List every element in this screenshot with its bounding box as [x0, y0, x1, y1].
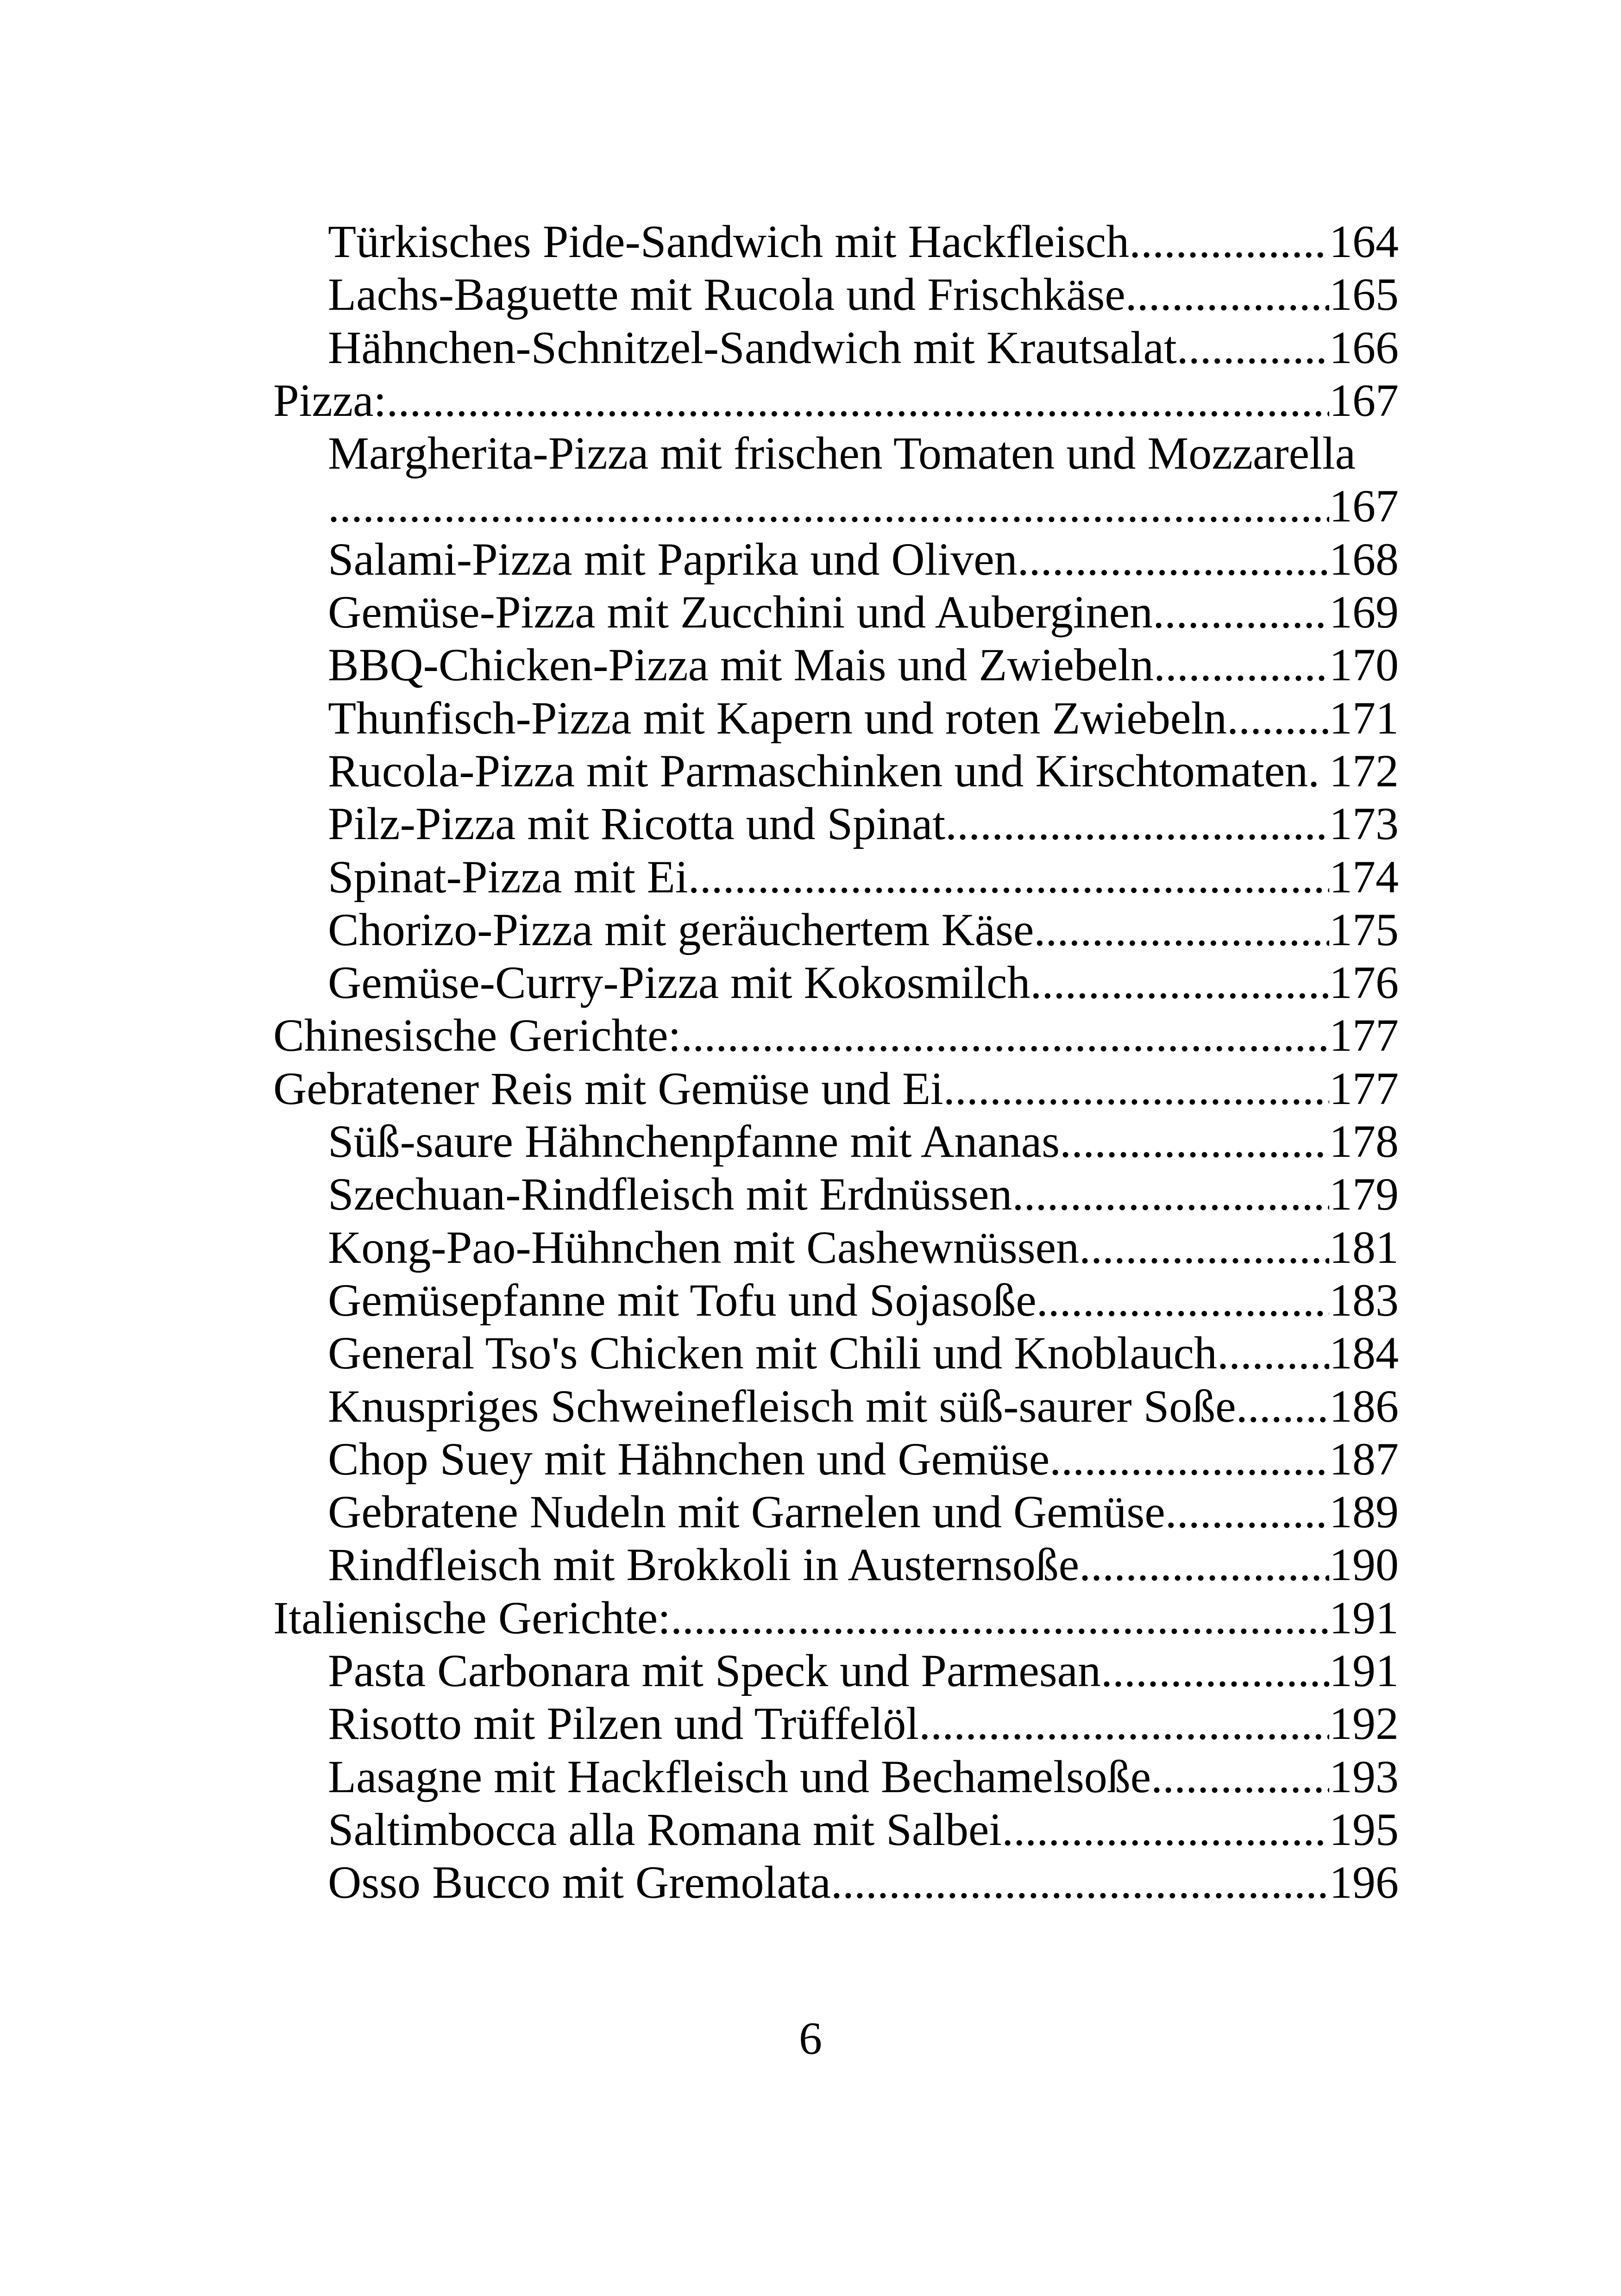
- toc-entry-title: Süß-saure Hähnchenpfanne mit Ananas: [328, 1116, 1060, 1167]
- toc-entry-page: 177: [1329, 1062, 1399, 1114]
- dot-leader: [943, 1062, 1329, 1115]
- dot-leader: [831, 1856, 1329, 1909]
- dot-leader: [1236, 1380, 1329, 1433]
- dot-leader: [1079, 1221, 1329, 1274]
- toc-entry[interactable]: [273, 1538, 1399, 1591]
- toc-entry-title: Gemüse-Curry-Pizza mit Kokosmilch: [328, 957, 1030, 1009]
- toc-entry-page: 186: [1329, 1380, 1399, 1432]
- toc-entry[interactable]: [273, 215, 1399, 268]
- toc-entry-page: 172: [1329, 745, 1399, 797]
- toc-entry[interactable]: [273, 745, 1399, 797]
- dot-leader: [1101, 1644, 1329, 1697]
- toc-entry[interactable]: [273, 1486, 1399, 1538]
- toc-entry-page: 176: [1329, 957, 1399, 1009]
- toc-entry-title: Rindfleisch mit Brokkoli in Austernsoße: [328, 1539, 1080, 1591]
- toc-entry-page: 167: [1329, 480, 1399, 532]
- toc-entry-title: Risotto mit Pilzen und Trüffelöl: [328, 1698, 919, 1750]
- toc-entry-page: 190: [1329, 1539, 1399, 1591]
- toc-entry[interactable]: [273, 903, 1399, 956]
- toc-entry-title: Hähnchen-Schnitzel-Sandwich mit Krautsalat: [328, 321, 1177, 373]
- toc-entry-page: 165: [1329, 269, 1399, 320]
- toc-entry-page: 193: [1329, 1750, 1399, 1802]
- toc-entry[interactable]: [273, 797, 1399, 850]
- toc-entry-title: Szechuan-Rindfleisch mit Erdnüssen: [328, 1168, 1012, 1220]
- toc-entry-title: Türkisches Pide-Sandwich mit Hackfleisch: [328, 216, 1130, 267]
- toc-entry[interactable]: [273, 586, 1399, 639]
- toc-entry-page: 178: [1329, 1116, 1399, 1167]
- dot-leader: [1012, 1168, 1329, 1221]
- toc-entry-page: 164: [1329, 216, 1399, 267]
- toc-entry-title: BBQ-Chicken-Pizza mit Mais und Zwiebeln: [328, 639, 1154, 691]
- toc-entry[interactable]: [273, 1168, 1399, 1221]
- toc-entry-title: Pilz-Pizza mit Ricotta und Spinat: [328, 798, 946, 850]
- toc-entry[interactable]: [273, 480, 1399, 533]
- toc-entry-page: 181: [1329, 1221, 1399, 1273]
- dot-leader: [1153, 586, 1329, 639]
- toc-entry[interactable]: [273, 374, 1399, 427]
- toc-entry[interactable]: [273, 1433, 1399, 1486]
- toc-entry-page: 196: [1329, 1857, 1399, 1908]
- dot-leader: [386, 374, 1329, 427]
- toc-entry-title: Knuspriges Schweinefleisch mit süß-saurer Soße: [328, 1380, 1236, 1432]
- toc-entry[interactable]: [273, 1592, 1399, 1644]
- dot-leader: [1177, 321, 1329, 374]
- dot-leader: [328, 480, 1329, 533]
- toc-entry-page: 187: [1329, 1433, 1399, 1485]
- dot-leader: [1037, 1274, 1329, 1327]
- dot-leader: [681, 1009, 1329, 1062]
- toc-entry[interactable]: [273, 1115, 1399, 1168]
- dot-leader: [1125, 268, 1329, 321]
- dot-leader: [1154, 639, 1329, 691]
- toc-entry-page: 179: [1329, 1168, 1399, 1220]
- dot-leader: [688, 851, 1329, 903]
- toc-entry-title: Chinesische Gerichte:: [273, 1010, 681, 1061]
- dot-leader: [1217, 1327, 1329, 1380]
- toc-entry-title: Pasta Carbonara mit Speck und Parmesan: [328, 1645, 1101, 1697]
- dot-leader: [1079, 1538, 1329, 1591]
- toc-entry[interactable]: [273, 321, 1399, 374]
- toc-entry-title: General Tso's Chicken mit Chili und Knoblauch: [328, 1327, 1218, 1379]
- toc-entry[interactable]: [273, 1274, 1399, 1327]
- toc-entry-title: Gebratener Reis mit Gemüse und Ei: [273, 1062, 943, 1114]
- toc-entry-title: Saltimbocca alla Romana mit Salbei: [328, 1803, 1002, 1855]
- dot-leader: [1151, 1750, 1329, 1803]
- toc-entry[interactable]: [273, 268, 1399, 321]
- toc-entry-page: 175: [1329, 903, 1399, 955]
- toc-entry-page: 195: [1329, 1803, 1399, 1855]
- toc-entry[interactable]: [273, 1380, 1399, 1433]
- toc-entry[interactable]: [273, 1856, 1399, 1909]
- dot-leader: [1227, 692, 1329, 745]
- toc-entry[interactable]: [273, 639, 1399, 691]
- toc-entry[interactable]: [273, 427, 1399, 480]
- toc-entry[interactable]: [273, 851, 1399, 903]
- toc-entry-title: Lachs-Baguette mit Rucola und Frischkäse: [328, 269, 1125, 320]
- toc-entry[interactable]: [273, 956, 1399, 1009]
- dot-leader: [1165, 1486, 1329, 1538]
- toc-entry[interactable]: [273, 1327, 1399, 1380]
- toc-entry[interactable]: [273, 1009, 1399, 1062]
- toc-entry-page: 171: [1329, 692, 1399, 744]
- dot-leader: [1060, 1115, 1329, 1168]
- toc-entry-title: Italienische Gerichte:: [273, 1592, 671, 1644]
- toc-entry-title: Spinat-Pizza mit Ei: [328, 851, 688, 903]
- dot-leader: [671, 1592, 1329, 1644]
- dot-leader: [919, 1697, 1329, 1750]
- toc-entry-page: 192: [1329, 1698, 1399, 1750]
- dot-leader: [1018, 533, 1329, 586]
- dot-leader: [1034, 903, 1329, 956]
- toc-entry[interactable]: [273, 1750, 1399, 1803]
- toc-entry-page: 191: [1329, 1645, 1399, 1697]
- toc-entry-page: 174: [1329, 851, 1399, 903]
- table-of-contents: [273, 215, 1399, 1909]
- toc-entry[interactable]: [273, 692, 1399, 745]
- toc-entry[interactable]: [273, 1644, 1399, 1697]
- toc-entry-title: Gebratene Nudeln mit Garnelen und Gemüse: [328, 1486, 1165, 1538]
- toc-entry-title: Gemüse-Pizza mit Zucchini und Auberginen: [328, 586, 1153, 638]
- dot-leader: [1002, 1803, 1329, 1856]
- toc-entry[interactable]: [273, 533, 1399, 586]
- toc-entry-title: Pizza:: [273, 374, 387, 426]
- toc-entry[interactable]: [273, 1062, 1399, 1115]
- page-number: 6: [799, 2013, 822, 2064]
- toc-entry[interactable]: [273, 1221, 1399, 1274]
- toc-entry-page: 189: [1329, 1486, 1399, 1538]
- dot-leader: [1030, 956, 1329, 1009]
- toc-entry-page: 170: [1329, 639, 1399, 691]
- toc-entry[interactable]: [273, 1803, 1399, 1856]
- toc-entry-page: 173: [1329, 798, 1399, 850]
- toc-entry-page: 177: [1329, 1010, 1399, 1061]
- toc-entry-title: Lasagne mit Hackfleisch und Bechamelsoße: [328, 1750, 1151, 1802]
- toc-entry-title: Rucola-Pizza mit Parmaschinken und Kirschtomaten.: [328, 745, 1320, 797]
- toc-entry-page: 168: [1329, 533, 1399, 585]
- toc-entry-page: 184: [1329, 1327, 1399, 1379]
- dot-leader: [1049, 1433, 1329, 1486]
- toc-entry-page: 166: [1329, 321, 1399, 373]
- toc-entry-title: Kong-Pao-Hühnchen mit Cashewnüssen: [328, 1221, 1079, 1273]
- toc-entry-title: Margherita-Pizza mit frischen Tomaten und Mozzarella: [328, 427, 1356, 479]
- toc-entry-title: Thunfisch-Pizza mit Kapern und roten Zwiebeln: [328, 692, 1227, 744]
- toc-entry-page: 167: [1329, 374, 1399, 426]
- toc-entry-title: Chorizo-Pizza mit geräuchertem Käse: [328, 903, 1034, 955]
- dot-leader: [1129, 215, 1329, 268]
- toc-entry-page: 169: [1329, 586, 1399, 638]
- toc-entry-page: 183: [1329, 1274, 1399, 1326]
- toc-entry-title: Osso Bucco mit Gremolata: [328, 1857, 831, 1908]
- toc-entry-title: Salami-Pizza mit Paprika und Oliven: [328, 533, 1018, 585]
- toc-entry-page: 191: [1329, 1592, 1399, 1644]
- toc-entry-title: Gemüsepfanne mit Tofu und Sojasoße: [328, 1274, 1037, 1326]
- toc-entry[interactable]: [273, 1697, 1399, 1750]
- toc-entry-title: Chop Suey mit Hähnchen und Gemüse: [328, 1433, 1050, 1485]
- dot-leader: [945, 797, 1329, 850]
